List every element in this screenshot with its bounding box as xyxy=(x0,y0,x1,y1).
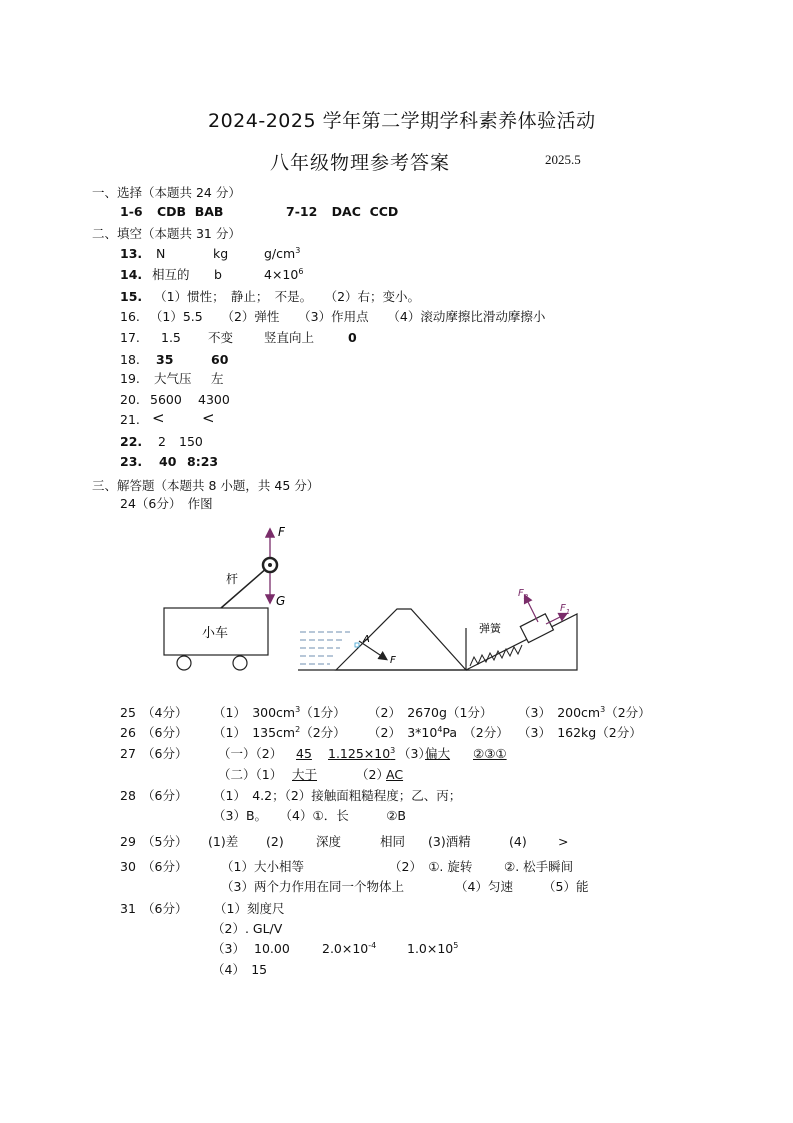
q24-heading: 24（6分） 作图 xyxy=(120,496,213,511)
q-number: 20. xyxy=(120,392,140,407)
q-number: 18. xyxy=(120,352,140,367)
section-answer-heading: 三、解答题（本题共 8 小题，共 45 分） xyxy=(92,478,320,493)
answer: 35 xyxy=(156,352,174,367)
answer-30: 30 （6分） （1）大小相等 （2） ①. 旋转 ②. 松手瞬间 xyxy=(120,859,574,874)
cart-wheel xyxy=(233,656,247,670)
answer: 5600 xyxy=(150,392,182,407)
section-choice-heading: 一、选择（本题共 24 分） xyxy=(92,185,241,200)
date: 2025.5 xyxy=(545,152,581,167)
choice-row-2 xyxy=(286,205,398,219)
answer: b xyxy=(214,267,222,282)
answer: $g/cm^3$ xyxy=(264,245,301,261)
answer-27: 27 （6分） （一）（2） 45 $1.125\times 10^3$ （3） 偏大 ②③① xyxy=(120,745,507,761)
answer-31-line3: （3） 10.00 $2.0\times 10^{-4}$ $1.0\times 10^5$ xyxy=(212,940,459,956)
answer: N xyxy=(156,246,166,261)
fill-16 xyxy=(120,310,545,324)
answer: 150 xyxy=(179,434,203,449)
answer: 相互的 xyxy=(152,267,190,282)
q-number: 19. xyxy=(120,371,140,386)
label-F: F xyxy=(278,525,285,539)
incline-figure xyxy=(466,588,577,670)
choice-range: 7-12 xyxy=(286,204,318,219)
fill-13 xyxy=(120,245,301,261)
answer-31-line2: （2）. GL/V xyxy=(212,921,283,936)
page-subtitle: 八年级物理参考答案 xyxy=(270,152,451,174)
dam-shape xyxy=(336,609,466,670)
answer: 左 xyxy=(211,371,224,386)
answer: （1）5.5 （2）弹性 （3）作用点 （4）滚动摩擦比滑动摩擦小 xyxy=(149,309,546,324)
label-F2: $F_2$ xyxy=(518,588,529,601)
answer-27-line2: （二）（1） 大于 （2） AC xyxy=(218,767,404,782)
answer-30-line2: （3）两个力作用在同一个物体上 （4）匀速 （5）能 xyxy=(221,879,589,894)
label-F: F xyxy=(390,655,396,666)
answer: 60 xyxy=(211,352,229,367)
q-number: 14. xyxy=(120,267,143,282)
choice-range: 1-6 xyxy=(120,204,143,219)
dam-figure xyxy=(298,609,470,670)
answer: （1）惯性； 静止； 不是。 （2）右；变小。 xyxy=(154,289,421,304)
fill-22 xyxy=(120,434,203,449)
answer: 40 xyxy=(159,454,177,469)
label-cart: 小车 xyxy=(202,626,229,641)
answer-25: 25 （4分） （1） $300cm^3(1$分） （2） 2670g（1分） （3） $200cm^3(2$分） xyxy=(120,704,651,720)
q-number: 13. xyxy=(120,246,143,261)
q-number: 16. xyxy=(120,309,140,324)
answer: 大气压 xyxy=(154,371,192,386)
fill-20 xyxy=(120,392,230,407)
q-number: 21. xyxy=(120,412,140,427)
answer: 0 xyxy=(348,330,357,345)
fill-14 xyxy=(120,266,304,282)
label-spring: 弹簧 xyxy=(479,622,501,635)
answer-28: 28 （6分） （1） 4.2；（2）接触面粗糙程度；乙、丙； xyxy=(120,788,462,803)
answer-28-line2: （3）B。 （4）①．长 ②B xyxy=(213,808,406,823)
q-number: 15. xyxy=(120,289,143,304)
answer-26: 26 （6分） （1） $135cm^2(2$分） （2） $3*10^4Pa$ （2分） （3） 162kg（2分） xyxy=(120,724,642,740)
choice-row-1 xyxy=(120,205,223,219)
q-number: 17. xyxy=(120,330,140,345)
answer-31: 31 （6分） （1）刻度尺 xyxy=(120,901,285,916)
q24-figures xyxy=(0,520,793,700)
fill-18 xyxy=(120,352,229,367)
fill-19 xyxy=(120,371,224,386)
fill-21 xyxy=(120,409,215,427)
label-F1: $F_1$ xyxy=(560,603,571,616)
label-rod: 杆 xyxy=(226,572,239,586)
fill-23 xyxy=(120,454,219,469)
q-number: 22. xyxy=(120,434,143,449)
answer: < xyxy=(202,409,215,427)
label-A: A xyxy=(363,634,370,645)
answer: 8:23 xyxy=(187,454,219,469)
choice-answers: CDB BAB xyxy=(156,204,224,219)
answer: < xyxy=(152,409,165,427)
answer: kg xyxy=(213,246,229,261)
section-fill-heading: 二、填空（本题共 31 分） xyxy=(92,226,241,241)
answer: 4300 xyxy=(198,392,230,407)
choice-answers: DAC CCD xyxy=(331,204,399,219)
cart-wheel xyxy=(177,656,191,670)
q-number: 23. xyxy=(120,454,143,469)
answer: 1.5 xyxy=(161,330,181,345)
answer: 不变 xyxy=(208,330,234,345)
answer-29: 29 （5分） (1)差 (2) 深度 相同 (3)酒精 (4) > xyxy=(120,834,569,849)
cart-figure xyxy=(164,525,286,670)
answer: $4\times 10^6$ xyxy=(264,266,304,282)
answer-31-line4: （4） 15 xyxy=(212,962,268,977)
page-title: 2024-2025 学年第二学期学科素养体验活动 xyxy=(208,110,596,132)
answer: 2 xyxy=(158,434,166,449)
fill-17 xyxy=(120,330,357,345)
answer: 竖直向上 xyxy=(264,330,315,345)
label-G: G xyxy=(276,594,286,608)
fill-15 xyxy=(120,290,420,304)
